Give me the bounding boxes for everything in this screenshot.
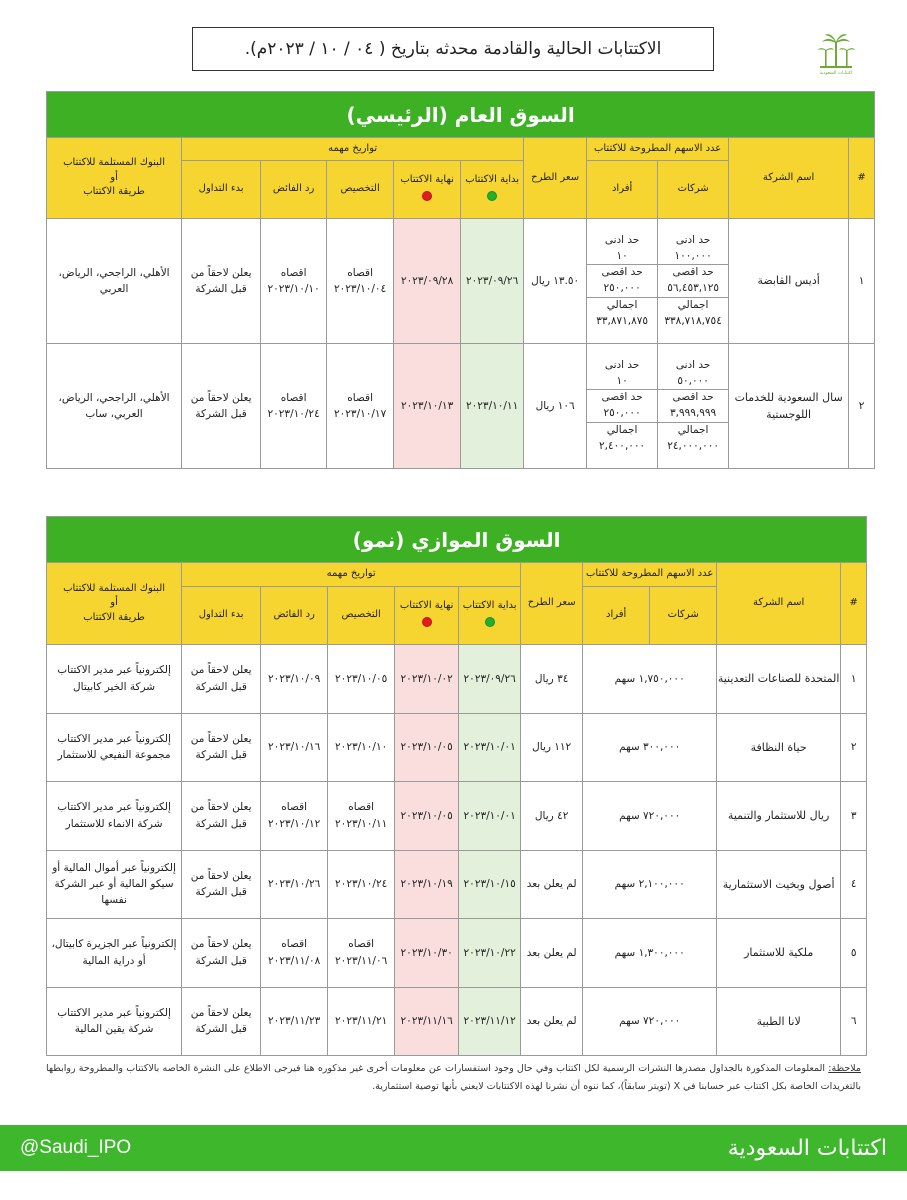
- trading-date: يعلن لاحقاً من قبل الشركة: [182, 850, 261, 919]
- red-dot-icon: [422, 191, 432, 201]
- offer-price: ٣٤ ريال: [521, 645, 583, 714]
- row-num: ٥: [841, 919, 867, 988]
- red-dot-icon: [422, 617, 432, 627]
- start-date: ٢٠٢٣/١٠/١٥: [459, 850, 521, 919]
- start-date: ٢٠٢٣/١٠/٠١: [459, 782, 521, 851]
- table-row: [47, 919, 867, 988]
- row-num: ٢: [841, 713, 867, 782]
- green-dot-icon: [485, 617, 495, 627]
- refund-date: اقصاه ٢٠٢٣/١١/٠٨: [261, 919, 328, 988]
- col-refund: رد الفائض: [261, 161, 327, 219]
- banks: الأهلي، الراجحي، الرياض، العربي، ساب: [47, 344, 182, 469]
- offer-price: لم يعلن بعد: [521, 987, 583, 1056]
- col-end: نهاية الاكتتاب: [395, 587, 459, 645]
- disclaimer-note: [46, 1060, 861, 1096]
- table-row: [47, 850, 867, 919]
- end-date: ٢٠٢٣/١٠/٠٥: [395, 713, 459, 782]
- row-num: ٢: [849, 344, 875, 469]
- banks: إلكترونياً عبر مدير الاكتتاب شركة الانماء للاستثمار: [47, 782, 182, 851]
- start-date: ٢٠٢٣/١٠/٢٢: [459, 919, 521, 988]
- offer-price: ١١٢ ريال: [521, 713, 583, 782]
- parallel-market-title: السوق الموازي (نمو): [47, 517, 867, 563]
- start-date: ٢٠٢٣/١٠/١١: [461, 344, 524, 469]
- allotment-date: اقصاه ٢٠٢٣/١٠/٠٤: [327, 219, 394, 344]
- allotment-date: ٢٠٢٣/١٠/١٠: [328, 713, 395, 782]
- ind-shares: حد ادنى ١٠ حد اقصى ٢٥٠,٠٠٠ اجمالي ٣٣,٨٧١,٨٧٥: [587, 219, 658, 344]
- trading-date: يعلن لاحقاً من قبل الشركة: [182, 987, 261, 1056]
- start-date: ٢٠٢٣/٠٩/٢٦: [459, 645, 521, 714]
- allotment-date: اقصاه ٢٠٢٣/١٠/١٧: [327, 344, 394, 469]
- main-market-title: السوق العام (الرئيسي): [47, 92, 875, 138]
- col-num: #: [841, 563, 867, 645]
- table-row: [47, 782, 867, 851]
- end-date: ٢٠٢٣/١٠/١٩: [395, 850, 459, 919]
- end-date: ٢٠٢٣/١٠/٣٠: [395, 919, 459, 988]
- end-date: ٢٠٢٣/١٠/٠٥: [395, 782, 459, 851]
- banks: إلكترونياً عبر مدير الاكتتاب شركة يقين المالية: [47, 987, 182, 1056]
- company-name: أصول وبخيت الاستثمارية: [717, 850, 841, 919]
- company-name: ريال للاستثمار والتنمية: [717, 782, 841, 851]
- col-num: #: [849, 138, 875, 219]
- company-name: أديس القابضة: [729, 219, 849, 344]
- col-shares: عدد الاسهم المطروحة للاكتتاب: [587, 138, 729, 161]
- offer-price: لم يعلن بعد: [521, 919, 583, 988]
- col-price: سعر الطرح: [524, 138, 587, 219]
- company-name: ملكية للاستثمار: [717, 919, 841, 988]
- trading-date: يعلن لاحقاً من قبل الشركة: [182, 782, 261, 851]
- offer-price: لم يعلن بعد: [521, 850, 583, 919]
- col-price: سعر الطرح: [521, 563, 583, 645]
- col-refund: رد الفائض: [261, 587, 328, 645]
- row-num: ١: [849, 219, 875, 344]
- company-name: حياة النظافة: [717, 713, 841, 782]
- company-name: المتحدة للصناعات التعدينية: [717, 645, 841, 714]
- end-date: ٢٠٢٣/١٠/١٣: [394, 344, 461, 469]
- refund-date: ٢٠٢٣/١١/٢٣: [261, 987, 328, 1056]
- main-market-table: [46, 91, 875, 469]
- col-start: بداية الاكتتاب: [459, 587, 521, 645]
- twitter-handle[interactable]: @Saudi_IPO: [20, 1137, 132, 1158]
- row-num: ٣: [841, 782, 867, 851]
- refund-date: ٢٠٢٣/١٠/٠٩: [261, 645, 328, 714]
- allotment-date: ٢٠٢٣/١٠/٢٤: [328, 850, 395, 919]
- col-company: اسم الشركة: [729, 138, 849, 219]
- col-companies: شركات: [658, 161, 729, 219]
- refund-date: ٢٠٢٣/١٠/٢٦: [261, 850, 328, 919]
- shares-offered: ٧٢٠,٠٠٠ سهم: [583, 987, 717, 1056]
- footer-brand: اكتتابات السعودية: [727, 1135, 887, 1161]
- col-individuals: أفراد: [583, 587, 650, 645]
- company-name: سال السعودية للخدمات اللوجستية: [729, 344, 849, 469]
- allotment-date: ٢٠٢٣/١٠/٠٥: [328, 645, 395, 714]
- shares-offered: ١,٣٠٠,٠٠٠ سهم: [583, 919, 717, 988]
- table-row: [47, 219, 875, 344]
- shares-offered: ١,٧٥٠,٠٠٠ سهم: [583, 645, 717, 714]
- col-trading: بدء التداول: [182, 587, 261, 645]
- allotment-date: ٢٠٢٣/١١/٢١: [328, 987, 395, 1056]
- shares-offered: ٢,١٠٠,٠٠٠ سهم: [583, 850, 717, 919]
- logo-text: اكتتابات السعودية: [819, 71, 853, 76]
- end-date: ٢٠٢٣/١١/١٦: [395, 987, 459, 1056]
- row-num: ١: [841, 645, 867, 714]
- col-companies: شركات: [650, 587, 717, 645]
- col-banks: البنوك المستلمة للاكتتاب أو طريقة الاكتتاب: [47, 563, 182, 645]
- col-allotment: التخصيص: [327, 161, 394, 219]
- col-start: بداية الاكتتاب: [461, 161, 524, 219]
- col-banks: البنوك المستلمة للاكتتاب أو طريقة الاكتتاب: [47, 138, 182, 219]
- note-label: ملاحظة:: [828, 1063, 861, 1074]
- brand-logo: [812, 28, 860, 76]
- banks: إلكترونياً عبر الجزيرة كابيتال، أو دراية المالية: [47, 919, 182, 988]
- col-individuals: أفراد: [587, 161, 658, 219]
- corp-shares: حد ادنى ١٠٠,٠٠٠ حد اقصى ٥٦,٤٥٣,١٢٥ اجمالي ٣٣٨,٧١٨,٧٥٤: [658, 219, 729, 344]
- col-dates: تواريخ مهمه: [182, 563, 521, 587]
- col-allotment: التخصيص: [328, 587, 395, 645]
- shares-offered: ٧٢٠,٠٠٠ سهم: [583, 782, 717, 851]
- refund-date: ٢٠٢٣/١٠/١٦: [261, 713, 328, 782]
- offer-price: ١٣.٥٠ ريال: [524, 219, 587, 344]
- start-date: ٢٠٢٣/٠٩/٢٦: [461, 219, 524, 344]
- row-num: ٤: [841, 850, 867, 919]
- col-trading: بدء التداول: [182, 161, 261, 219]
- page-title: الاكتتابات الحالية والقادمة محدثه بتاريخ ( ٠٤ / ١٠ / ٢٠٢٣م).: [192, 27, 714, 71]
- parallel-market-table: [46, 516, 867, 1056]
- note-text: المعلومات المذكورة بالجداول مصدرها النشرات الرسمية لكل اكتتاب وفي حال وجود استفسارات عن معلومات أخرى غير مذكوره هنا فيرجى الاطلاع على النشرة الخاصه بالاكتتاب والمطروحة روابطها بالتغريدات الخاصة بكل اكتتاب عبر حسابنا في X (تويتر سابقاً)، كما ننوه أن نشرنا لهذه الاكتتابات لايعني بأنها توصية استثمارية.: [46, 1063, 861, 1093]
- table-row: [47, 344, 875, 469]
- table-row: [47, 713, 867, 782]
- refund-date: اقصاه ٢٠٢٣/١٠/١٠: [261, 219, 327, 344]
- trading-date: يعلن لاحقاً من قبل الشركة: [182, 645, 261, 714]
- trading-date: يعلن لاحقاً من قبل الشركة: [182, 219, 261, 344]
- banks: إلكترونياً عبر أموال المالية أو سيكو المالية أو عبر الشركة نفسها: [47, 850, 182, 919]
- col-shares: عدد الاسهم المطروحة للاكتتاب: [583, 563, 717, 587]
- ind-shares: حد ادنى ١٠ حد اقصى ٢٥٠,٠٠٠ اجمالي ٢,٤٠٠,٠٠٠: [587, 344, 658, 469]
- refund-date: اقصاه ٢٠٢٣/١٠/١٢: [261, 782, 328, 851]
- trading-date: يعلن لاحقاً من قبل الشركة: [182, 344, 261, 469]
- table-row: [47, 645, 867, 714]
- start-date: ٢٠٢٣/١١/١٢: [459, 987, 521, 1056]
- company-name: لانا الطبية: [717, 987, 841, 1056]
- col-end: نهاية الاكتتاب: [394, 161, 461, 219]
- offer-price: ١٠٦ ريال: [524, 344, 587, 469]
- footer-bar: [0, 1125, 907, 1171]
- end-date: ٢٠٢٣/٠٩/٢٨: [394, 219, 461, 344]
- allotment-date: اقصاه ٢٠٢٣/١٠/١١: [328, 782, 395, 851]
- table-row: [47, 987, 867, 1056]
- banks: إلكترونياً عبر مدير الاكتتاب شركة الخير كابيتال: [47, 645, 182, 714]
- trading-date: يعلن لاحقاً من قبل الشركة: [182, 919, 261, 988]
- banks: إلكترونياً عبر مدير الاكتتاب مجموعة النفيعي للاستثمار: [47, 713, 182, 782]
- banks: الأهلي، الراجحي، الرياض، العربي: [47, 219, 182, 344]
- col-dates: تواريخ مهمه: [182, 138, 524, 161]
- shares-offered: ٣٠٠,٠٠٠ سهم: [583, 713, 717, 782]
- allotment-date: اقصاه ٢٠٢٣/١١/٠٦: [328, 919, 395, 988]
- refund-date: اقصاه ٢٠٢٣/١٠/٢٤: [261, 344, 327, 469]
- offer-price: ٤٢ ريال: [521, 782, 583, 851]
- end-date: ٢٠٢٣/١٠/٠٢: [395, 645, 459, 714]
- start-date: ٢٠٢٣/١٠/٠١: [459, 713, 521, 782]
- col-company: اسم الشركة: [717, 563, 841, 645]
- green-dot-icon: [487, 191, 497, 201]
- trading-date: يعلن لاحقاً من قبل الشركة: [182, 713, 261, 782]
- row-num: ٦: [841, 987, 867, 1056]
- corp-shares: حد ادنى ٥٠,٠٠٠ حد اقصى ٣,٩٩٩,٩٩٩ اجمالي ٢٤,٠٠٠,٠٠٠: [658, 344, 729, 469]
